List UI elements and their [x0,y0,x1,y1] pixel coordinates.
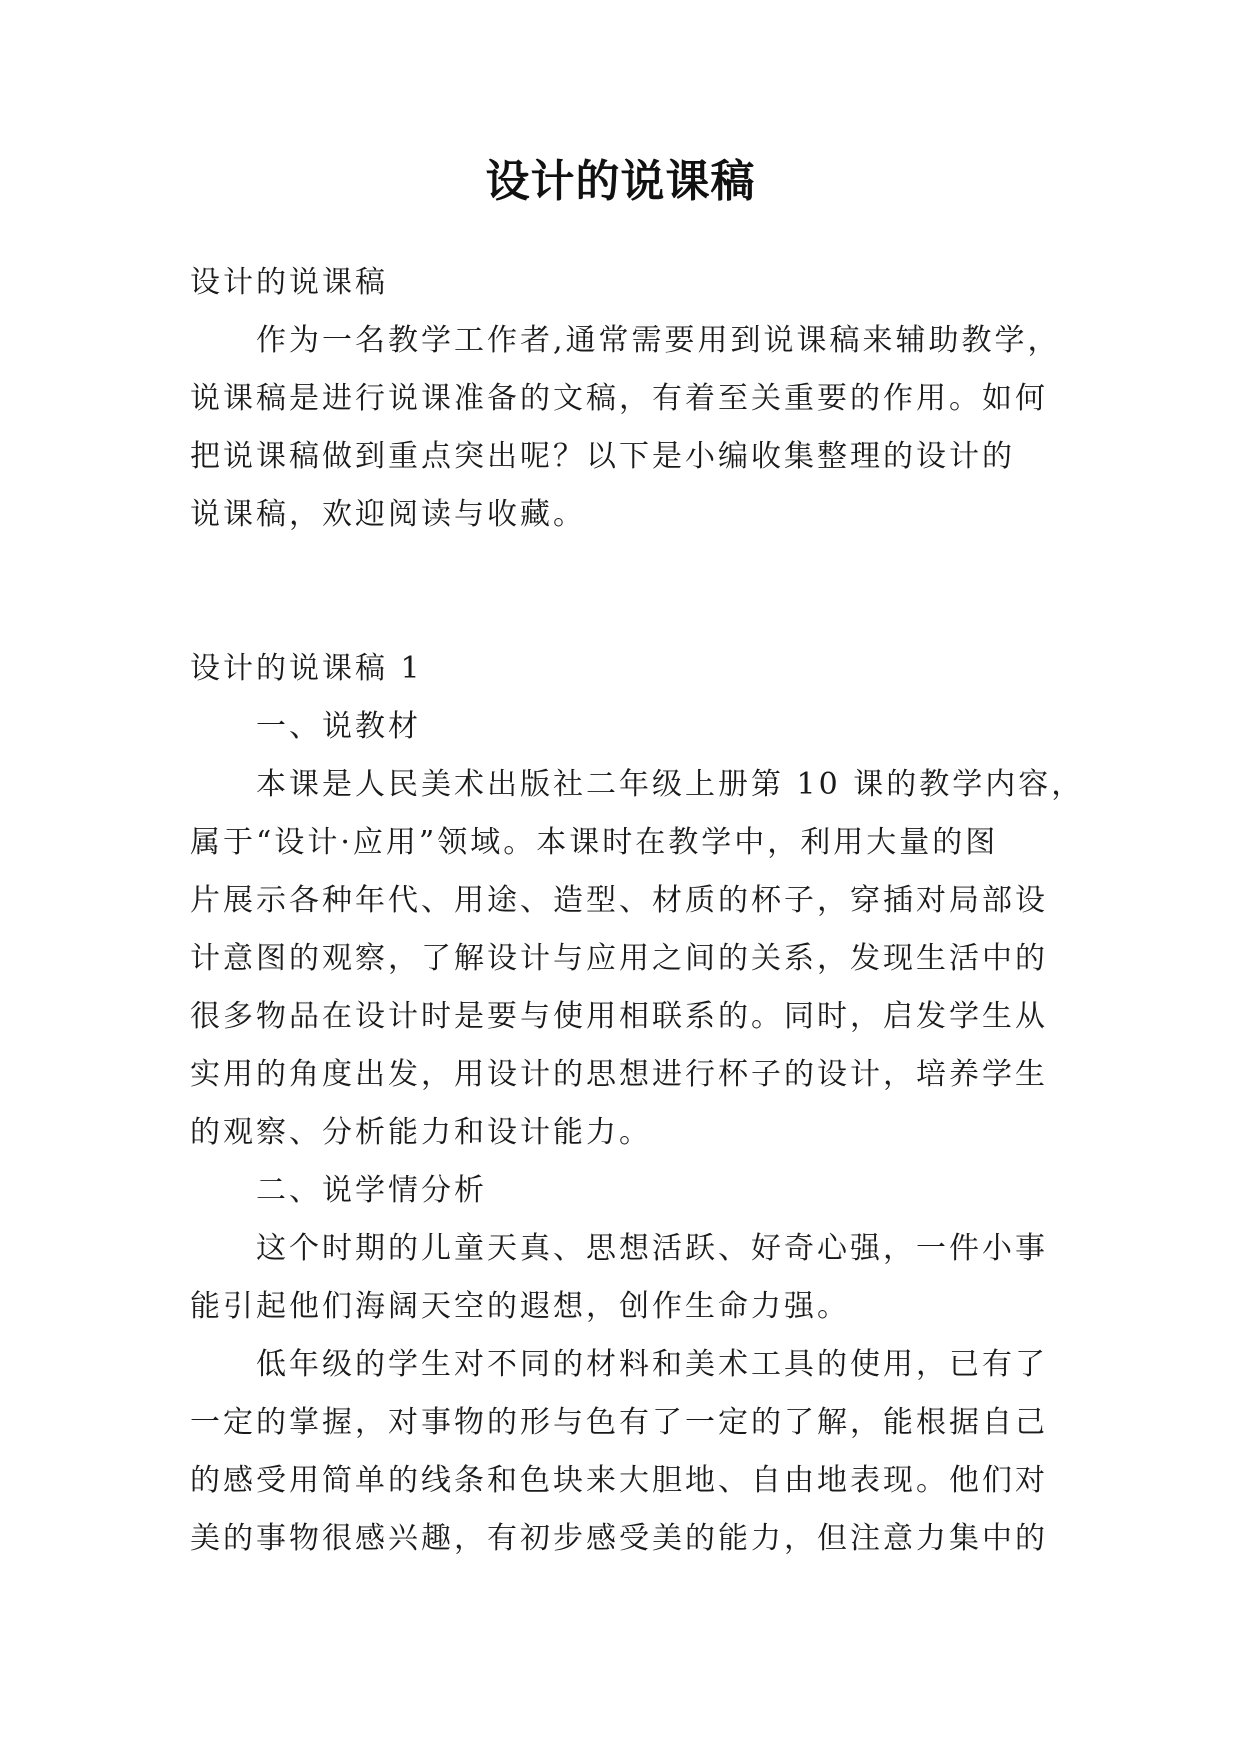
paragraph-line: 的观察、分析能力和设计能力。 [190,1115,652,1150]
intro-line: 把说课稿做到重点突出呢？以下是小编收集整理的设计的 [190,439,1015,474]
document-title: 设计的说课稿 [485,156,756,207]
paragraph-line: 属于“设计·应用”领域。本课时在教学中，利用大量的图 [190,825,999,860]
paragraph-line: 本课是人民美术出版社二年级上册第 10 课的教学内容， [256,767,1085,802]
intro-section [190,254,1060,544]
paragraph-line: 的感受用简单的线条和色块来大胆地、自由地表现。他们对 [190,1463,1048,1498]
paragraph-line: 一定的掌握，对事物的形与色有了一定的了解，能根据自己 [190,1405,1048,1440]
paragraph-line: 实用的角度出发，用设计的思想进行杯子的设计，培养学生 [190,1057,1048,1092]
section-1 [190,640,1085,1568]
paragraph-line: 计意图的观察，了解设计与应用之间的关系，发现生活中的 [190,941,1048,976]
paragraph-line: 能引起他们海阔天空的遐想，创作生命力强。 [190,1289,850,1324]
paragraph-line: 低年级的学生对不同的材料和美术工具的使用，已有了 [256,1347,1048,1382]
part-heading: 二、说学情分析 [256,1173,487,1208]
intro-line: 说课稿，欢迎阅读与收藏。 [190,497,586,532]
intro-heading: 设计的说课稿 [190,265,388,300]
paragraph-line: 很多物品在设计时是要与使用相联系的。同时，启发学生从 [190,999,1048,1034]
part-heading: 一、说教材 [256,709,421,744]
paragraph-line: 片展示各种年代、用途、造型、材质的杯子，穿插对局部设 [190,883,1048,918]
intro-line: 作为一名教学工作者,通常需要用到说课稿来辅助教学， [256,323,1061,358]
paragraph-line: 这个时期的儿童天真、思想活跃、好奇心强，一件小事 [256,1231,1048,1266]
section-heading: 设计的说课稿 1 [190,651,423,686]
paragraph-line: 美的事物很感兴趣，有初步感受美的能力，但注意力集中的 [190,1521,1048,1556]
intro-line: 说课稿是进行说课准备的文稿，有着至关重要的作用。如何 [190,381,1048,416]
